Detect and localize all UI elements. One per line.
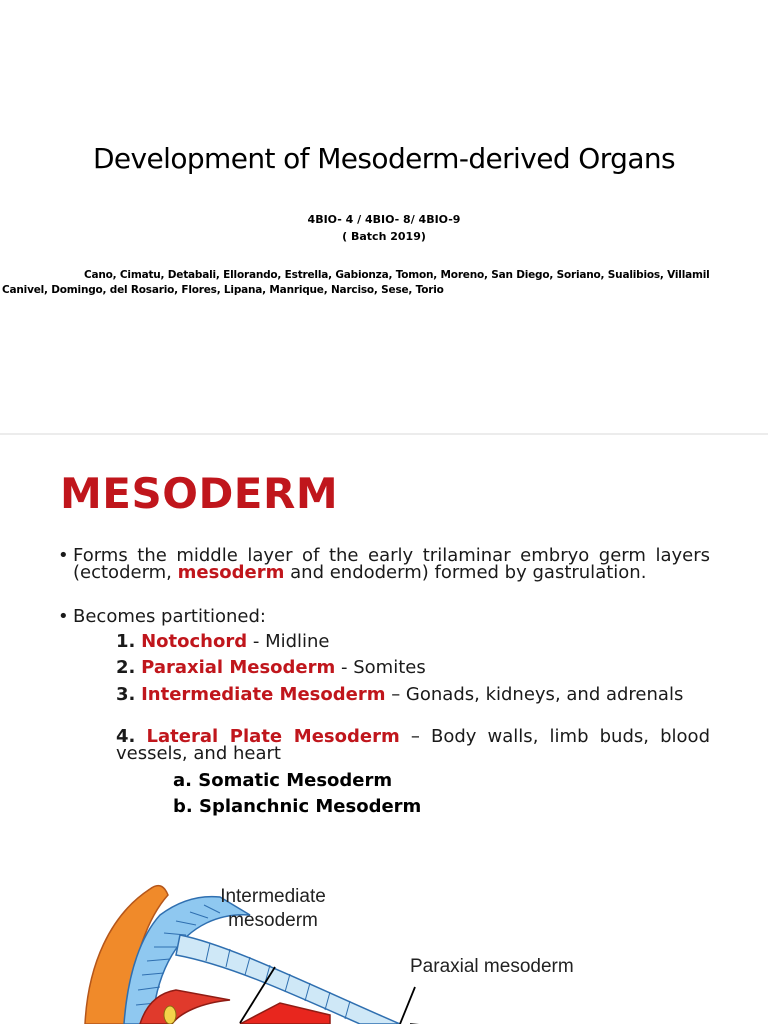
mesoderm-slide — [0, 435, 768, 1024]
item-desc: – Body walls, limb buds, blood vessels, and heart — [116, 726, 710, 764]
bullet-partitioned — [58, 608, 710, 625]
list-item-notochord — [116, 633, 710, 650]
bullet1-highlight: mesoderm — [177, 562, 285, 583]
item-desc: – Gonads, kidneys, and adrenals — [385, 684, 684, 705]
mesoderm-diagram — [80, 875, 700, 1024]
item-number: 2. — [116, 657, 136, 678]
paraxial-pointer-line — [400, 987, 415, 1024]
subitem-splanchnic: b. Splanchnic Mesoderm — [173, 796, 422, 817]
subitem-somatic: a. Somatic Mesoderm — [173, 770, 393, 791]
item-number: 4. — [116, 726, 136, 747]
slide-heading: MESODERM — [60, 469, 339, 518]
list-item-lateral-plate — [116, 728, 710, 762]
slide-title: Development of Mesoderm-derived Organs — [92, 142, 676, 175]
bullet-dot: • — [58, 606, 69, 627]
item-number: 1. — [116, 631, 136, 652]
bullet2-text: Becomes partitioned: — [73, 606, 266, 627]
bullet-forms — [58, 547, 710, 581]
paraxial-block — [240, 1003, 330, 1024]
authors-line-1: Cano, Cimatu, Detabali, Ellorando, Estrella, Gabionza, Tomon, Moreno, San Diego, Soriano, Sualibios, Villamil — [84, 269, 710, 281]
small-cell — [164, 1006, 176, 1024]
item-name: Notochord — [141, 631, 248, 652]
batch-line: ( Batch 2019) — [342, 230, 426, 243]
label-paraxial: Paraxial mesoderm — [410, 956, 574, 977]
authors-line-2: Canivel, Domingo, del Rosario, Flores, Lipana, Manrique, Narciso, Sese, Torio — [2, 284, 444, 296]
bullet1-text-pre: Forms the middle layer of the early trilaminar embryo germ layers (ectoderm, — [73, 545, 710, 583]
label-intermediate: Intermediate mesoderm — [220, 886, 326, 931]
list-item-intermediate — [116, 686, 710, 703]
title-slide — [0, 0, 768, 433]
item-name: Intermediate Mesoderm — [141, 684, 386, 705]
batch-info — [0, 211, 768, 245]
item-desc: - Somites — [335, 657, 426, 678]
list-item-paraxial — [116, 659, 710, 676]
item-number: 3. — [116, 684, 136, 705]
item-name: Paraxial Mesoderm — [141, 657, 336, 678]
item-name: Lateral Plate Mesoderm — [146, 726, 400, 747]
item-desc: - Midline — [247, 631, 330, 652]
sections-line: 4BIO- 4 / 4BIO- 8/ 4BIO-9 — [307, 213, 461, 226]
bullet1-text-post: and endoderm) formed by gastrulation. — [284, 562, 647, 583]
embryo-cross-section — [80, 875, 700, 1024]
bullet-dot: • — [58, 545, 69, 566]
